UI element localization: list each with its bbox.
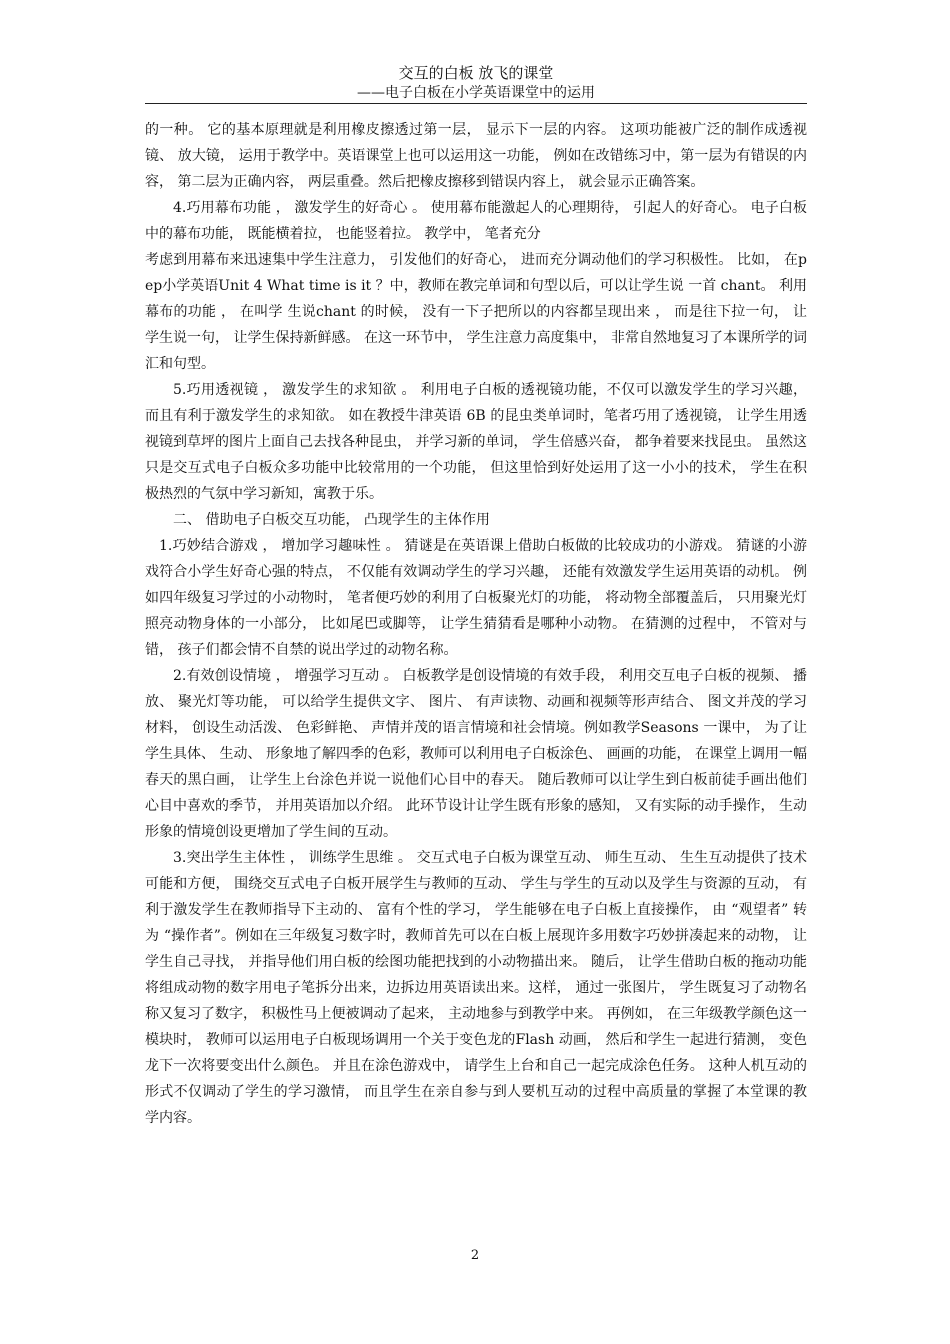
- section-heading: 二、 借助电子白板交互功能， 凸现学生的主体作用: [173, 512, 490, 528]
- paragraph: 的一种。 它的基本原理就是利用橡皮擦透过第一层， 显示下一层的内容。 这项功能被广泛的制作成透视镜、 放大镜， 运用于教学中。英语课堂上也可以运用这一功能， 例如在改错练习中，第一层为有错误的内容， 第二层为正确内容， 两层重叠。然后把橡皮擦移到错误内容上， 就会显示正确答案。: [145, 122, 807, 190]
- body-text: [145, 117, 807, 1131]
- paragraph: 2.有效创设情境 ， 增强学习互动 。 白板教学是创设情境的有效手段， 利用交互电子白板的视频、 播放、 聚光灯等功能， 可以给学生提供文字、 图片、 有声读物、动画和视频等形声结合、 图文并茂的学习材料， 创设生动活泼、 色彩鲜艳、 声情并茂的语言情境和社会情境。例如教学Seasons 一课中， 为了让学生具体、 生动、 形象地了解四季的色彩，教师可以利用电子白板涂色、 画画的功能， 在课堂上调用一幅春天的黑白画， 让学生上台涂色并说一说他们心目中的春天。 随后教师可以让学生到白板前徒手画出他们心目中喜欢的季节， 并用英语加以介绍。 此环节设计让学生既有形象的感知， 又有实际的动手操作， 生动形象的情境创设更增加了学生间的互动。: [145, 668, 807, 840]
- paragraph: 考虑到用幕布来迅速集中学生注意力， 引发他们的好奇心， 进而充分调动他们的学习积极性。 比如， 在pep小学英语Unit 4 What time is it ？中，教师在教完单词和句型以后，可以让学生说 一首 chant。 利用幕布的功能 ， 在叫学 生说chant 的时候， 没有一下子把所以的内容都呈现出来 ， 而是往下拉一句， 让学生说一句， 让学生保持新鲜感。 在这一环节中， 学生注意力高度集中， 非常自然地复习了本课所学的词汇和句型。: [145, 252, 807, 372]
- paragraph: 1.巧妙结合游戏 ， 增加学习趣味性 。 猜谜是在英语课上借助白板做的比较成功的小游戏。 猜谜的小游戏符合小学生好奇心强的特点， 不仅能有效调动学生的学习兴趣， 还能有效激发学生运用英语的动机。 例如四年级复习学过的小动物时， 笔者便巧妙的利用了白板聚光灯的功能， 将动物全部覆盖后， 只用聚光灯照亮动物身体的一小部分， 比如尾巴或脚等， 让学生猜猜看是哪种小动物。 在猜测的过程中， 不管对与错， 孩子们都会情不自禁的说出学过的动物名称。: [145, 538, 807, 658]
- paragraph: 3.突出学生主体性 ， 训练学生思维 。 交互式电子白板为课堂互动、 师生互动、 生生互动提供了技术可能和方便， 围绕交互式电子白板开展学生与教师的互动、 学生与学生的互动以及学生与资源的互动， 有利于激发学生在教师指导下主动的、 富有个性的学习， 学生能够在电子白板上直接操作， 由 “观望者” 转为 “操作者”。例如在三年级复习数字时，教师首先可以在白板上展现许多用数字巧妙拼凑起来的动物， 让学生自己寻找， 并指导他们用白板的绘图功能把找到的小动物描出来。 随后， 让学生借助白板的拖动功能将组成动物的数字用电子笔拆分出来，边拆边用英语读出来。这样， 通过一张图片， 学生既复习了动物名称又复习了数字， 积极性马上便被调动了起来， 主动地参与到教学中来。 再例如， 在三年级教学颜色这一模块时， 教师可以运用电子白板现场调用一个关于变色龙的Flash 动画， 然后和学生一起进行猜测， 变色龙下一次将要变出什么颜色。 并且在涂色游戏中， 请学生上台和自己一起完成涂色任务。 这种人机互动的形式不仅调动了学生的学习激情， 而且学生在亲自参与到人要机互动的过程中高质量的掌握了本堂课的教学内容。: [145, 850, 807, 1126]
- paragraph: 4.巧用幕布功能 ， 激发学生的好奇心 。 使用幕布能激起人的心理期待， 引起人的好奇心。 电子白板中的幕布功能， 既能横着拉， 也能竖着拉。 教学中， 笔者充分: [145, 200, 807, 242]
- page-header: [145, 63, 807, 103]
- header-title: 交互的白板 放飞的课堂: [398, 64, 554, 82]
- page-number: 2: [470, 1248, 480, 1263]
- header-subtitle: ——电子白板在小学英语课堂中的运用: [357, 85, 595, 101]
- header-rule: [145, 103, 807, 104]
- paragraph: 5.巧用透视镜 ， 激发学生的求知欲 。 利用电子白板的透视镜功能，不仅可以激发学生的学习兴趣， 而且有利于激发学生的求知欲。 如在教授牛津英语 6B 的昆虫类单词时，笔者巧用了透视镜， 让学生用透视镜到草坪的图片上面自己去找各种昆虫， 并学习新的单词， 学生倍感兴奋， 都争着要来找昆虫。 虽然这只是交互式电子白板众多功能中比较常用的一个功能， 但这里恰到好处运用了这一小小的技术， 学生在积极热烈的气氛中学习新知，寓教于乐。: [145, 382, 807, 502]
